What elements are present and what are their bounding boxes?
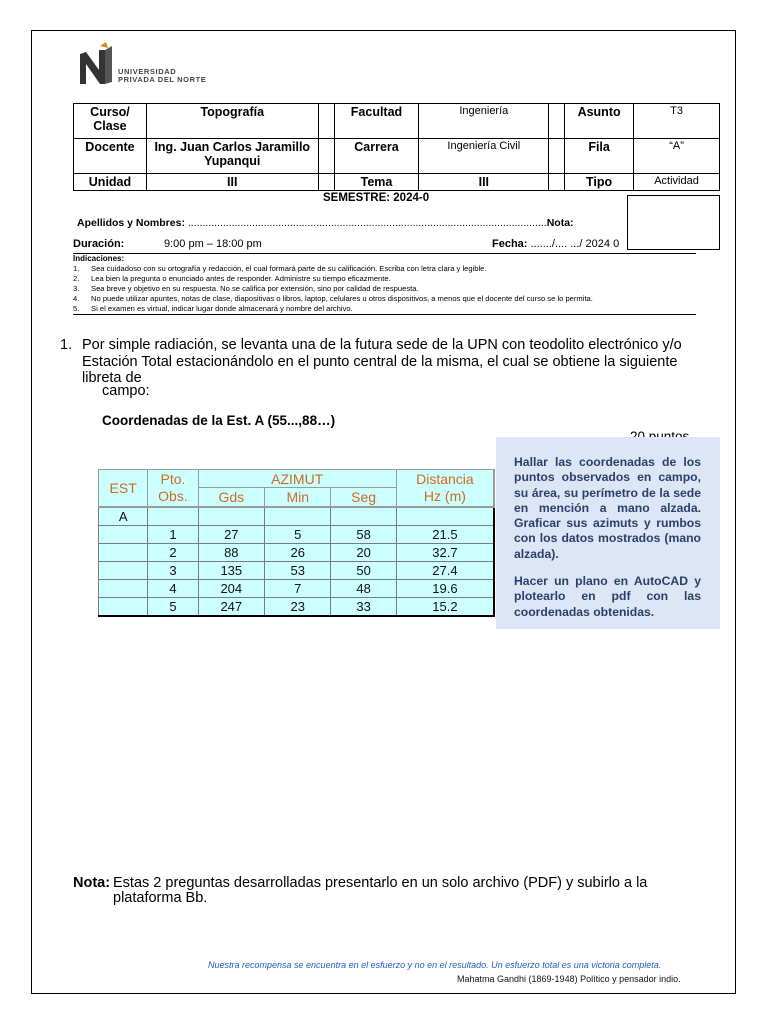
footer-quote: Nuestra recompensa se encuentra en el esfuerzo y no en el resultado. Un esfuerzo total es una victoria completa.: [208, 960, 662, 970]
unidad-label: Unidad: [74, 174, 147, 191]
footer-author: Mahatma Gandhi (1869-1948) Político y pensador indio.: [457, 974, 681, 984]
apellidos-dots: ...........................................................................................................................: [184, 217, 547, 229]
fecha-label: Fecha:: [492, 238, 528, 250]
table-row: 3 135 53 50 27.4: [99, 562, 495, 580]
header-est: EST: [99, 470, 148, 508]
tema-value: III: [419, 174, 549, 191]
instructions-box: [496, 437, 720, 629]
table-row: 1 27 5 58 21.5: [99, 526, 495, 544]
table-row: 4 204 7 48 19.6: [99, 580, 495, 598]
question-number: 1.: [60, 337, 73, 353]
apellidos-label: Apellidos y Nombres:: [77, 217, 185, 229]
divider: [73, 314, 696, 315]
apellidos-line[interactable]: [77, 217, 574, 229]
nota-box[interactable]: [627, 195, 720, 250]
header-pto-obs: Pto. Obs.: [148, 470, 198, 508]
asunto-value: T3: [634, 104, 720, 139]
curso-label: Curso/ Clase: [74, 104, 147, 139]
unidad-value: III: [146, 174, 318, 191]
list-item: 1. Sea cuidadoso con su ortografía y redacción, el cual formará parte de su calificación. Escriba con letra clara y legible.: [73, 264, 487, 273]
fila-label: Fila: [565, 139, 634, 174]
header-gds: Gds: [198, 488, 264, 507]
list-item: 3. Sea breve y objetivo en su respuesta. No se califica por extensión, sino por calidad de respuesta.: [73, 283, 419, 293]
header-azimut: AZIMUT: [198, 470, 396, 488]
final-note-label: Nota:: [73, 875, 111, 891]
docente-label: Docente: [74, 139, 147, 174]
divider: [73, 253, 696, 254]
carrera-label: Carrera: [334, 139, 419, 174]
instructions-p2: Hacer un plano en AutoCAD y plotearlo en pdf con las coordenadas obtenidas.: [514, 574, 701, 619]
tema-label: Tema: [334, 174, 419, 191]
docente-value: Ing. Juan Carlos Jaramillo Yupanqui: [146, 139, 318, 174]
asunto-label: Asunto: [565, 104, 634, 139]
facultad-label: Facultad: [334, 104, 419, 139]
semestre: SEMESTRE: 2024-0: [323, 192, 430, 204]
nota-label: Nota:: [546, 217, 574, 229]
table-row: [99, 507, 495, 526]
fecha-line: [492, 238, 619, 250]
question-text-cont: campo:: [102, 383, 150, 399]
curso-value: Topografía: [146, 104, 318, 139]
question-1: [60, 337, 700, 387]
list-item: 4. No puede utilizar apuntes, notas de clase, diapositivas o libros, laptop, celulares u otros dispositivos, a menos que el docente del curso se lo permita.: [73, 293, 593, 303]
university-name-line1: UNIVERSIDAD: [118, 67, 177, 76]
header-distancia: Distancia Hz (m): [396, 470, 494, 508]
final-note: [73, 876, 713, 906]
station-cell: A: [99, 507, 148, 526]
tipo-value: Actividad: [634, 174, 720, 191]
indicaciones-list: [73, 264, 593, 314]
facultad-value: Ingeniería: [419, 104, 549, 139]
duracion-value: 9:00 pm – 18:00 pm: [164, 238, 262, 250]
list-item: 5. Si el examen es virtual, indicar lugar donde almacenará y nombre del archivo.: [73, 303, 353, 313]
list-item: 2. Lea bien la pregunta o enunciado antes de responder. Administre su tiempo eficazmente.: [73, 273, 391, 283]
university-name-line2: PRIVADA DEL NORTE: [118, 75, 207, 84]
coords-title: Coordenadas de la Est. A (55...,88…): [102, 413, 336, 428]
instructions-p1: Hallar las coordenadas de los puntos observados en campo, su área, su perímetro de la sede en mención a mano alzada. Graficar sus azimuts y rumbos con los datos mostrados (mano alzada).: [514, 455, 701, 561]
survey-table: [98, 469, 495, 617]
duracion-label: Duración:: [73, 238, 125, 250]
indicaciones-title: Indicaciones:: [73, 254, 125, 263]
header-seg: Seg: [331, 488, 396, 507]
question-text: Por simple radiación, se levanta una de la futura sede de la UPN con teodolito electrónico y/o Estación Total estacionándolo en el punto central de la misma, el cual se obtiene la siguiente libreta de: [82, 337, 682, 386]
table-row: 5 247 23 33 15.2: [99, 598, 495, 617]
tipo-label: Tipo: [565, 174, 634, 191]
final-note-text: Estas 2 preguntas desarrolladas presentarlo en un solo archivo (PDF) y subirlo a la plataforma Bb.: [113, 875, 648, 906]
header-info-table: [73, 103, 720, 191]
university-name: [118, 68, 206, 84]
fecha-value: ......./.... .../ 2024 0: [527, 238, 620, 250]
fila-value: “A”: [634, 139, 720, 174]
table-row: 2 88 26 20 32.7: [99, 544, 495, 562]
header-min: Min: [265, 488, 331, 507]
carrera-value: Ingeniería Civil: [419, 139, 549, 174]
